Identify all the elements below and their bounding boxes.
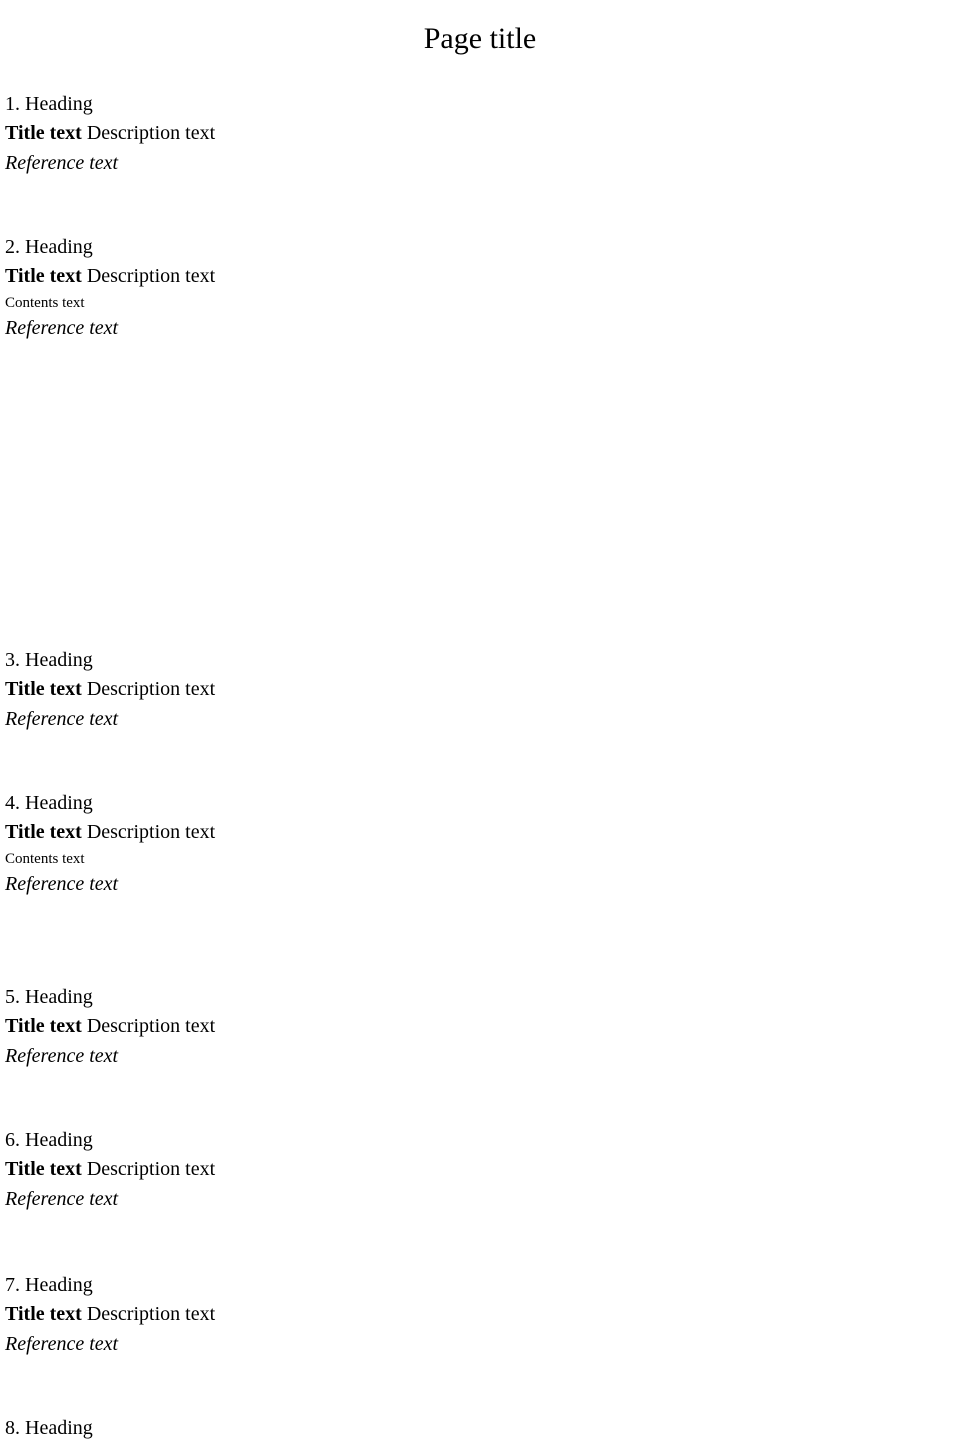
call-number: Reference text [5, 1045, 119, 1067]
entry-contents: Contents text [5, 851, 85, 867]
call-number: Reference text [5, 873, 119, 895]
call-number: Reference text [5, 1333, 119, 1355]
bibliography-entry-8 [5, 1414, 955, 1444]
bibliography-entry-4 [5, 789, 955, 899]
entry-heading: 3. Heading [5, 649, 93, 671]
bibliography-entry-3 [5, 646, 955, 734]
entry-heading: 8. Heading [5, 1417, 93, 1439]
bibliography-entry-1 [5, 90, 955, 178]
entry-description: Description text [86, 1158, 216, 1180]
entry-title: Title text [5, 821, 82, 843]
bibliography-entry-7 [5, 1271, 955, 1359]
entry-contents: Contents text [5, 295, 85, 311]
entry-title: Title text [5, 122, 82, 144]
entry-main-line [5, 119, 955, 148]
entry-title: Title text [5, 678, 82, 700]
bibliography-entry-6 [5, 1126, 955, 1214]
call-number: Reference text [5, 708, 119, 730]
entry-heading: 2. Heading [5, 236, 93, 258]
entry-heading: 7. Heading [5, 1274, 93, 1296]
bibliography-entry-5 [5, 983, 955, 1071]
entry-description: Description text [86, 122, 216, 144]
call-number: Reference text [5, 1188, 119, 1210]
entry-heading: 6. Heading [5, 1129, 93, 1151]
entry-description: Description text [86, 1303, 216, 1325]
bibliography-entry-2 [5, 233, 955, 343]
entry-main-line [5, 675, 955, 704]
entry-title: Title text [5, 1158, 82, 1180]
entry-description: Description text [86, 678, 216, 700]
entry-description: Description text [86, 1015, 216, 1037]
entry-main-line [5, 262, 955, 291]
page-title: Page title [423, 22, 537, 56]
entry-title: Title text [5, 1015, 82, 1037]
entry-main-line [5, 818, 955, 847]
entry-heading: 4. Heading [5, 792, 93, 814]
document-page [5, 0, 955, 1444]
entry-heading: 1. Heading [5, 93, 93, 115]
entry-main-line [5, 1155, 955, 1184]
entry-description: Description text [86, 821, 216, 843]
entry-main-line [5, 1012, 955, 1041]
entry-title: Title text [5, 1303, 82, 1325]
call-number: Reference text [5, 152, 119, 174]
entry-description: Description text [86, 265, 216, 287]
entry-main-line [5, 1300, 955, 1329]
entry-title: Title text [5, 265, 82, 287]
call-number: Reference text [5, 317, 119, 339]
entry-heading: 5. Heading [5, 986, 93, 1008]
